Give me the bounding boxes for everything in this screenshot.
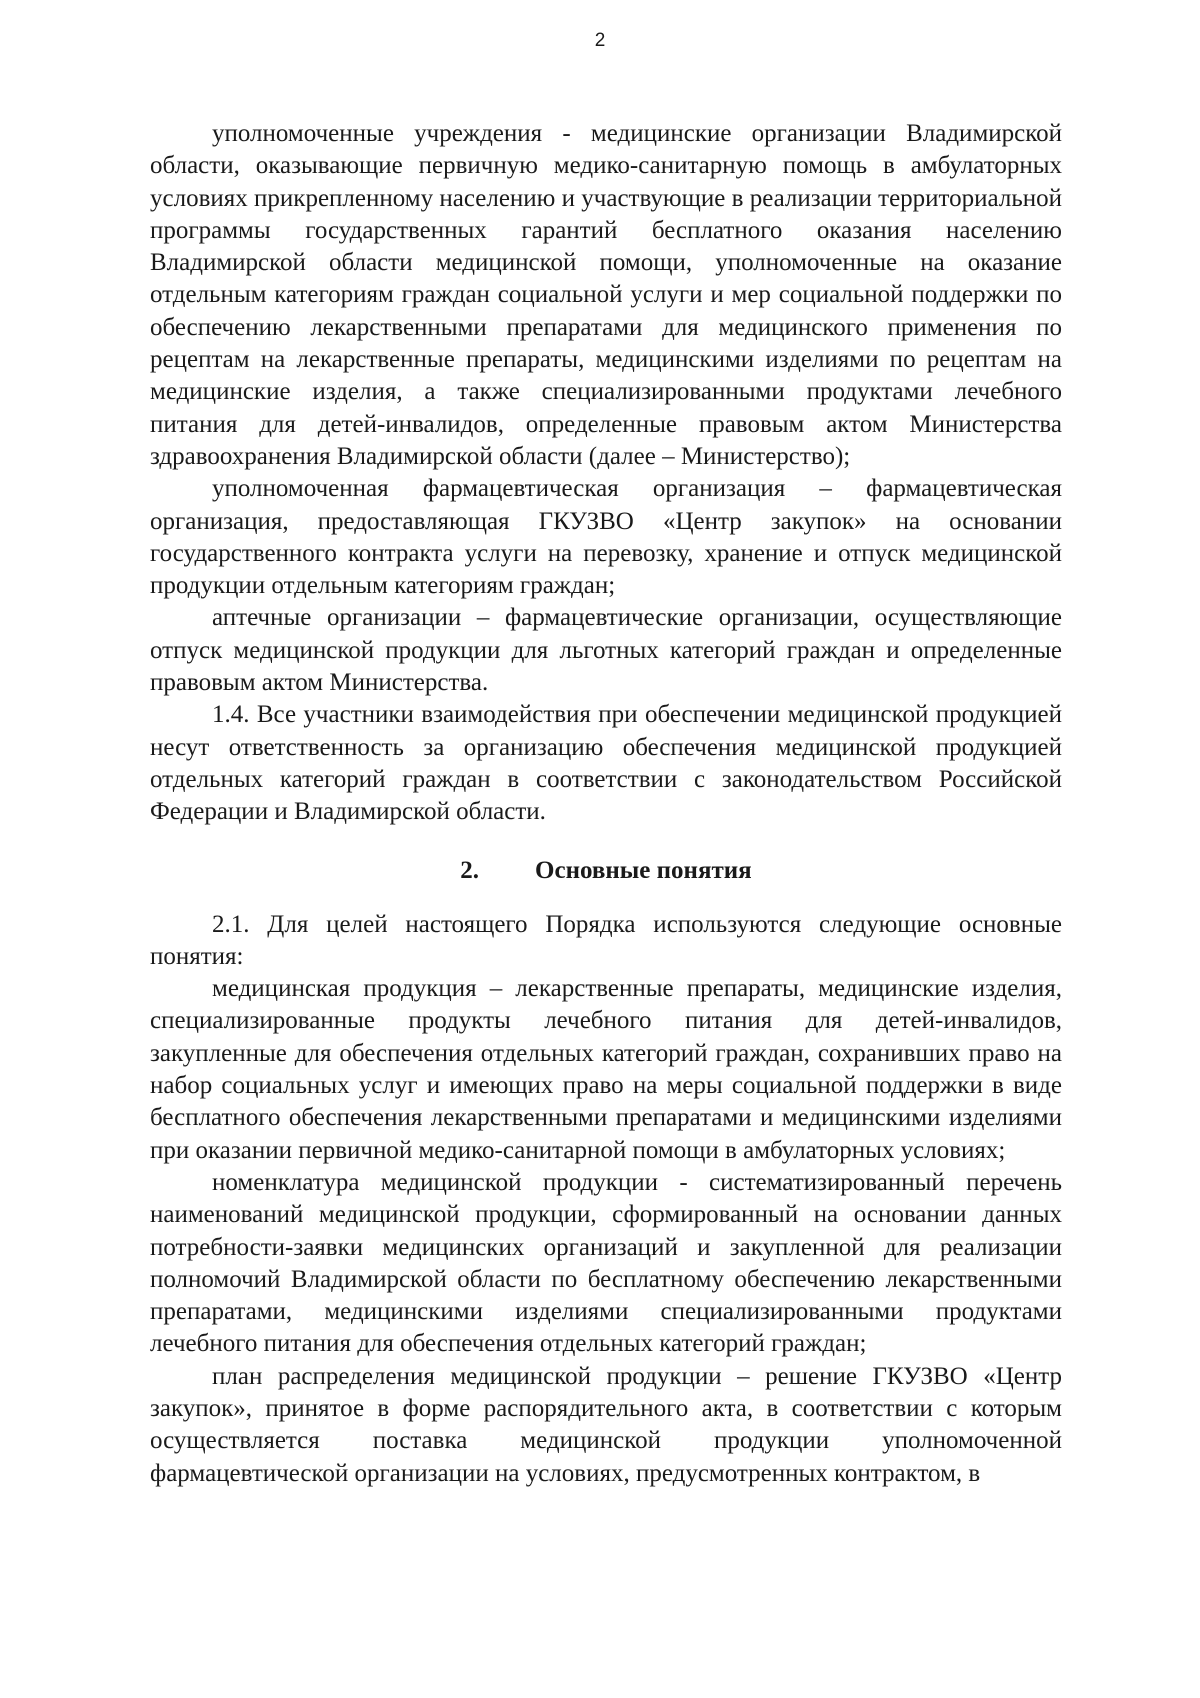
paragraph-2-1: 2.1. Для целей настоящего Порядка используются следующие основные понятия: (150, 910, 1062, 970)
paragraph-pharmacy-organizations: аптечные организации – фармацевтические организации, осуществляющие отпуск медицинской продукции для льготных категорий граждан и определенные правовым актом Министерства. (150, 604, 1062, 697)
paragraph-nomenclature: номенклатура медицинской продукции - систематизированный перечень наименований медицинской продукции, сформированный на основании данных потребности-заявки медицинских организаций и закупленной для реализации полномочий Владимирской области по бесплатному обеспечению лекарственными препаратами, медицинскими изделиями специализированными продуктами лечебного питания для обеспечения отдельных категорий граждан; (150, 1168, 1062, 1358)
paragraph-authorized-pharmacy: уполномоченная фармацевтическая организация – фармацевтическая организация, предоставляющая ГКУЗВО «Центр закупок» на основании государственного контракта услуги на перевозку, хранение и отпуск медицинской продукции отдельным категориям граждан; (150, 475, 1062, 600)
paragraph-authorized-institutions: уполномоченные учреждения - медицинские организации Владимирской области, оказывающие первичную медико-санитарную помощь в амбулаторных условиях прикрепленному населению и участвующие в реализации территориальной программы государственных гарантий бесплатного оказания населению Владимирской области медицинской помощи, уполномоченные на оказание отдельным категориям граждан социальной услуги и мер социальной поддержки по обеспечению лекарственными препаратами для медицинского применения по рецептам на лекарственные препараты, медицинскими изделиями по рецептам на медицинские изделия, а также специализированными продуктами лечебного питания для детей-инвалидов, определенные правовым актом Министерства здравоохранения Владимирской области (далее – Министерство); (150, 120, 1062, 470)
paragraph-1-4: 1.4. Все участники взаимодействия при обеспечении медицинской продукцией несут ответственность за организацию обеспечения медицинской продукцией отдельных категорий граждан в соответствии с законодательством Российской Федерации и Владимирской области. (150, 701, 1062, 826)
section-number: 2. (460, 856, 480, 884)
paragraph-medical-products: медицинская продукция – лекарственные препараты, медицинские изделия, специализированные продукты лечебного питания для детей-инвалидов, закупленные для обеспечения отдельных категорий граждан, сохранивших право на набор социальных услуг и имеющих право на меры социальной поддержки в виде бесплатного обеспечения лекарственными препаратами и медицинскими изделиями при оказании первичной медико-санитарной помощи в амбулаторных условиях; (150, 975, 1062, 1164)
page-number: 2 (594, 30, 606, 51)
section-heading (150, 855, 1062, 887)
paragraph-distribution-plan: план распределения медицинской продукции – решение ГКУЗВО «Центр закупок», принятое в форме распорядительного акта, в соответствии с которым осуществляется поставка медицинской продукции уполномоченной фармацевтической организации на условиях, предусмотренных контрактом, в (150, 1362, 1062, 1487)
section-title: Основные понятия (535, 856, 752, 884)
document-body (150, 118, 1062, 1490)
